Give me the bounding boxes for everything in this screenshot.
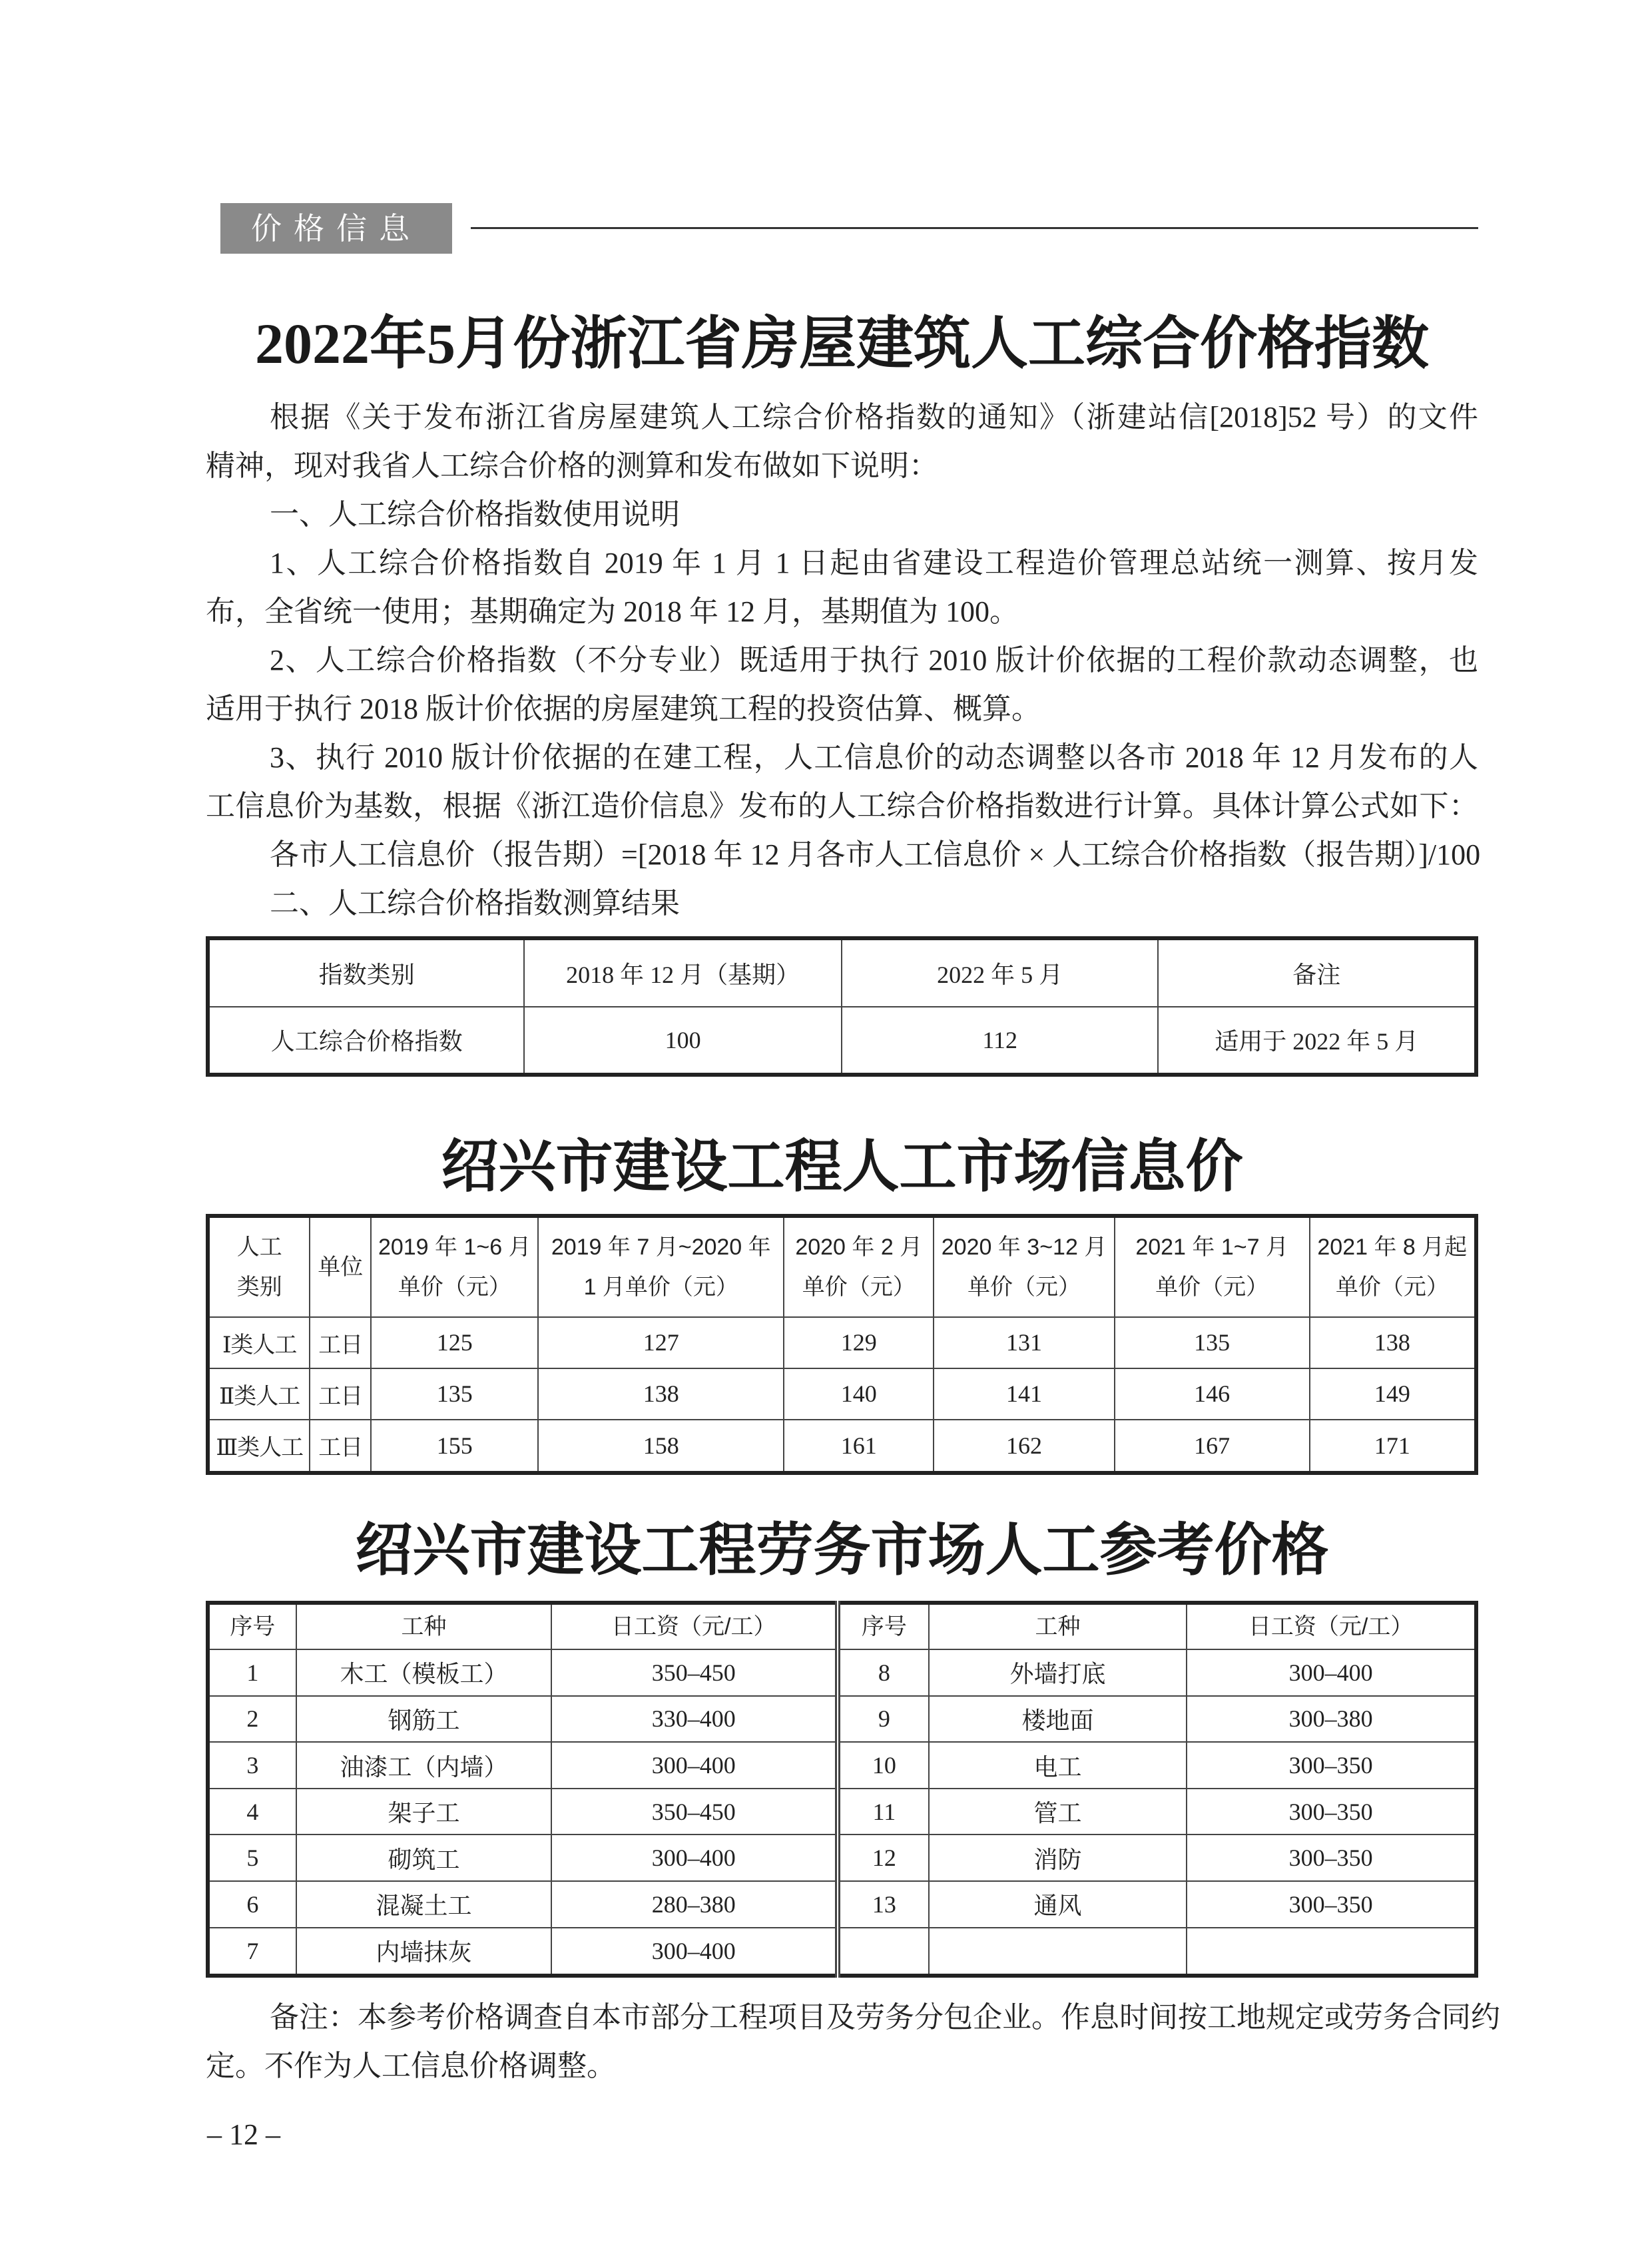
- text-line: 定。不作为人工信息价格调整。: [206, 2050, 616, 2082]
- title-index: 2022年5月份浙江省房屋建筑人工综合价格指数: [255, 312, 1429, 376]
- text-line: 根据《关于发布浙江省房屋建筑人工综合价格指数的通知》（浙建站信[2018]52 号）的文件: [270, 401, 1478, 433]
- table-cell: 158: [538, 1420, 784, 1473]
- table-cell: Ⅲ类人工: [208, 1420, 310, 1473]
- table-row: [208, 1368, 1476, 1420]
- header-text: 人工: [236, 1235, 282, 1260]
- table-row: [208, 1007, 1476, 1075]
- header-text: 2019 年 1~6 月: [378, 1235, 531, 1260]
- header-row: [208, 1603, 1476, 1649]
- table-row: [208, 1742, 1476, 1789]
- header-text: 单价（元）: [398, 1274, 511, 1300]
- text-line: 布，全省统一使用；基期确定为 2018 年 12 月，基期值为 100。: [206, 595, 1019, 628]
- table-cell: 141: [934, 1368, 1114, 1420]
- table-row: [208, 1835, 1476, 1881]
- header-text: 2021 年 8 月起: [1317, 1235, 1468, 1260]
- table-cell: 129: [784, 1317, 934, 1368]
- header-cell: [208, 1216, 310, 1317]
- text-line: 精神，现对我省人工综合价格的测算和发布做如下说明：: [206, 449, 938, 482]
- header-cell: 工种: [929, 1603, 1187, 1649]
- header-text: 单价（元）: [802, 1274, 916, 1300]
- header-text: 1 月单价（元）: [583, 1274, 738, 1300]
- header-cell: 备注: [1158, 938, 1476, 1007]
- table-cell: 100: [524, 1007, 842, 1075]
- table-cell: 112: [842, 1007, 1159, 1075]
- header-cell: 工种: [296, 1603, 552, 1649]
- table-cell: 木工（模板工）: [296, 1649, 552, 1696]
- table-cell: 146: [1115, 1368, 1310, 1420]
- header-row: [208, 938, 1476, 1007]
- table-cell: 通风: [929, 1881, 1187, 1928]
- table-cell: 钢筋工: [296, 1696, 552, 1743]
- header-text: 类别: [236, 1274, 282, 1300]
- header-rule: [471, 227, 1478, 229]
- table-cell: 300–380: [1187, 1696, 1476, 1743]
- table-cell: 消防: [929, 1835, 1187, 1881]
- table-cell: Ⅱ类人工: [208, 1368, 310, 1420]
- table-row: [208, 1317, 1476, 1368]
- table-row: [208, 1420, 1476, 1473]
- table-row: [208, 1696, 1476, 1743]
- table-cell: 167: [1115, 1420, 1310, 1473]
- header-text: 单位: [318, 1255, 364, 1280]
- table-cell: 3: [208, 1742, 296, 1789]
- header-cell: [538, 1216, 784, 1317]
- table-cell: 138: [1310, 1317, 1476, 1368]
- table-cell: 适用于 2022 年 5 月: [1158, 1007, 1476, 1075]
- text-line: 备注：本参考价格调查自本市部分工程项目及劳务分包企业。作息时间按工地规定或劳务合同约: [270, 2001, 1500, 2034]
- header-cell: 指数类别: [208, 938, 524, 1007]
- table-cell: 10: [838, 1742, 929, 1789]
- text-line: 工信息价为基数，根据《浙江造价信息》发布的人工综合价格指数进行计算。具体计算公式如下：: [206, 790, 1478, 822]
- table-cell: 171: [1310, 1420, 1476, 1473]
- title-info-price: 绍兴市建设工程人工市场信息价: [441, 1135, 1243, 1199]
- header-cell: 日工资（元/工）: [551, 1603, 838, 1649]
- table-row: [208, 1928, 1476, 1976]
- text-line: 各市人工信息价（报告期）=[2018 年 12 月各市人工信息价 × 人工综合价格指数（报告期）]/100: [270, 838, 1481, 871]
- table-cell: 5: [208, 1835, 296, 1881]
- table-cell: 140: [784, 1368, 934, 1420]
- table-cell: 8: [838, 1649, 929, 1696]
- header-text: 单价（元）: [1155, 1274, 1269, 1300]
- header-cell: [784, 1216, 934, 1317]
- ref-price-table: [206, 1601, 1478, 1978]
- table-cell: 工日: [310, 1317, 371, 1368]
- table-cell: [1187, 1928, 1476, 1976]
- table-cell: 7: [208, 1928, 296, 1976]
- header-cell: 序号: [208, 1603, 296, 1649]
- table-cell: 350–450: [551, 1649, 838, 1696]
- intro-text: [206, 393, 1481, 928]
- table-cell: 138: [538, 1368, 784, 1420]
- text-line: 二、人工综合价格指数测算结果: [270, 887, 680, 920]
- table-row: [208, 1881, 1476, 1928]
- table-cell: 161: [784, 1420, 934, 1473]
- note-text: [206, 1993, 1500, 2090]
- table-cell: 300–400: [551, 1742, 838, 1789]
- table-cell: 131: [934, 1317, 1114, 1368]
- table-cell: [929, 1928, 1187, 1976]
- table-cell: 13: [838, 1881, 929, 1928]
- table-cell: 混凝土工: [296, 1881, 552, 1928]
- table-cell: Ⅰ类人工: [208, 1317, 310, 1368]
- table-cell: 125: [371, 1317, 538, 1368]
- header-text: 2020 年 2 月: [795, 1235, 923, 1260]
- table-cell: 油漆工（内墙）: [296, 1742, 552, 1789]
- table-cell: 人工综合价格指数: [208, 1007, 524, 1075]
- header-text: 单价（元）: [967, 1274, 1081, 1300]
- header-cell: [310, 1216, 371, 1317]
- table-cell: 电工: [929, 1742, 1187, 1789]
- section-tag: 价格信息: [220, 203, 452, 254]
- table-cell: 9: [838, 1696, 929, 1743]
- table-cell: 300–400: [551, 1835, 838, 1881]
- table-cell: 300–350: [1187, 1835, 1476, 1881]
- table-cell: 砌筑工: [296, 1835, 552, 1881]
- table-row: [208, 1649, 1476, 1696]
- table-cell: 300–400: [1187, 1649, 1476, 1696]
- header-cell: 2022 年 5 月: [842, 938, 1159, 1007]
- table-cell: 155: [371, 1420, 538, 1473]
- table-cell: [838, 1928, 929, 1976]
- text-line: 3、执行 2010 版计价依据的在建工程，人工信息价的动态调整以各市 2018 年 12 月发布的人: [270, 741, 1478, 774]
- table-cell: 4: [208, 1789, 296, 1835]
- table-cell: 127: [538, 1317, 784, 1368]
- title-ref-price: 绍兴市建设工程劳务市场人工参考价格: [355, 1518, 1329, 1582]
- header-cell: [1115, 1216, 1310, 1317]
- table-cell: 300–400: [551, 1928, 838, 1976]
- text-line: 一、人工综合价格指数使用说明: [270, 498, 680, 531]
- info-price-table: [206, 1214, 1478, 1475]
- header-text: 2019 年 7 月~2020 年: [551, 1235, 771, 1260]
- text-line: 2、人工综合价格指数（不分专业）既适用于执行 2010 版计价依据的工程价款动态调整，也: [270, 644, 1478, 677]
- header-row: [208, 1216, 1476, 1317]
- header-cell: 序号: [838, 1603, 929, 1649]
- page-number: – 12 –: [207, 2118, 280, 2151]
- table-cell: 135: [371, 1368, 538, 1420]
- table-cell: 135: [1115, 1317, 1310, 1368]
- table-cell: 149: [1310, 1368, 1476, 1420]
- table-cell: 6: [208, 1881, 296, 1928]
- header-text: 2020 年 3~12 月: [941, 1235, 1107, 1260]
- header-text: 2021 年 1~7 月: [1135, 1235, 1288, 1260]
- table-cell: 330–400: [551, 1696, 838, 1743]
- header-cell: [371, 1216, 538, 1317]
- table-cell: 300–350: [1187, 1789, 1476, 1835]
- table-cell: 内墙抹灰: [296, 1928, 552, 1976]
- table-row: [208, 1789, 1476, 1835]
- index-table: [206, 936, 1478, 1077]
- table-cell: 280–380: [551, 1881, 838, 1928]
- table-cell: 工日: [310, 1368, 371, 1420]
- header-cell: 2018 年 12 月（基期）: [524, 938, 842, 1007]
- table-cell: 工日: [310, 1420, 371, 1473]
- table-cell: 管工: [929, 1789, 1187, 1835]
- table-cell: 楼地面: [929, 1696, 1187, 1743]
- text-line: 1、人工综合价格指数自 2019 年 1 月 1 日起由省建设工程造价管理总站统一测算、按月发: [270, 547, 1478, 579]
- text-line: 适用于执行 2018 版计价依据的房屋建筑工程的投资估算、概算。: [206, 693, 1041, 725]
- table-cell: 架子工: [296, 1789, 552, 1835]
- table-cell: 外墙打底: [929, 1649, 1187, 1696]
- table-cell: 162: [934, 1420, 1114, 1473]
- table-cell: 300–350: [1187, 1742, 1476, 1789]
- header-cell: [1310, 1216, 1476, 1317]
- table-cell: 11: [838, 1789, 929, 1835]
- header-cell: 日工资（元/工）: [1187, 1603, 1476, 1649]
- table-cell: 12: [838, 1835, 929, 1881]
- header-text: 单价（元）: [1335, 1274, 1449, 1300]
- table-cell: 1: [208, 1649, 296, 1696]
- table-cell: 2: [208, 1696, 296, 1743]
- table-cell: 300–350: [1187, 1881, 1476, 1928]
- table-cell: 350–450: [551, 1789, 838, 1835]
- header-cell: [934, 1216, 1114, 1317]
